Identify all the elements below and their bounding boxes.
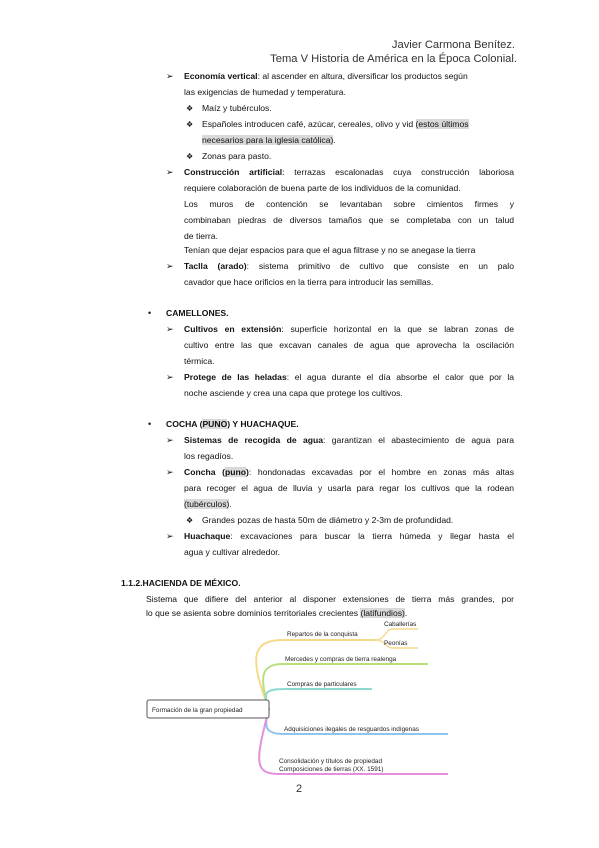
header-subject: Tema V Historia de América en la Época Colonial. (270, 53, 517, 65)
arrow-bullet-icon: ➢ (166, 372, 174, 382)
page-number: 2 (296, 783, 303, 795)
economia-sub-1: Maíz y tubérculos. (202, 103, 272, 113)
construccion-line-6: Tenían que dejar espacios para que el agua filtrase y no se anegase la tierra (184, 245, 476, 255)
arrow-bullet-icon: ➢ (166, 261, 174, 271)
concha-line-3: (tubérculos). (184, 499, 232, 509)
diamond-bullet-icon: ❖ (186, 152, 194, 161)
concha-sub: Grandes pozas de hasta 50m de diámetro y 2-3m de profundidad. (202, 515, 454, 525)
sistemas-line-2: los regadíos. (184, 451, 234, 461)
arrow-bullet-icon: ➢ (166, 167, 174, 177)
camellones-title: CAMELLONES. (166, 308, 229, 318)
taclla-line-1: Taclla (arado): sistema primitivo de cultivo que consiste en un palo (184, 261, 514, 271)
branch-label-5b: Composiciones de tierras (XX. 1591) (279, 766, 384, 773)
branch-label-3: Compras de particulares (287, 681, 357, 688)
protege-line-2: noche asciende y crea una capa que protege los cultivos. (184, 388, 403, 398)
sistemas-line-1: Sistemas de recogida de agua: garantizan el abastecimiento de agua para (184, 435, 514, 445)
round-bullet-icon: • (148, 419, 152, 429)
construccion-line-4: combinaban piedras de diversos tamaños que se completaba con un talud (184, 215, 514, 225)
root-node-label: Formación de la gran propiedad (152, 707, 243, 714)
economia-line-2: las exigencias de humedad y temperatura. (184, 87, 346, 97)
huachaque-line-1: Huachaque: excavaciones para buscar la tierra húmeda y llegar hasta el (184, 531, 514, 541)
branch-label-5a: Consolidación y títulos de propiedad (279, 758, 383, 765)
huachaque-line-2: agua y cultivar alrededor. (184, 547, 281, 557)
construccion-line-3: Los muros de contención se levantaban sobre cimientos firmes y (184, 199, 514, 209)
diamond-bullet-icon: ❖ (186, 104, 194, 113)
economia-sub-2-cont: necesarios para la iglesia católica). (202, 135, 336, 145)
branch-label-1: Repartos de la conquista (287, 631, 358, 638)
arrow-bullet-icon: ➢ (166, 435, 174, 445)
arrow-bullet-icon: ➢ (166, 324, 174, 334)
concha-line-1: Concha (puno): hondonadas excavadas por el hombre en zonas más altas (184, 467, 515, 477)
round-bullet-icon: • (148, 308, 152, 318)
construccion-line-1: Construcción artificial: terrazas escalonadas cuya construcción laboriosa (184, 167, 514, 177)
arrow-bullet-icon: ➢ (166, 531, 174, 541)
construccion-line-2: requiere colaboración de buena parte de los individuos de la comunidad. (184, 183, 461, 193)
cultivos-line-3: térmica. (184, 356, 215, 366)
cultivos-line-2: cultivo entre las que excavan canales de agua que aprovecha la oscilación (184, 340, 514, 350)
branch-label-2: Mercedes y compras de tierra realenga (285, 656, 397, 663)
arrow-bullet-icon: ➢ (166, 467, 174, 477)
sub-branch-line-1 (376, 629, 418, 640)
concha-line-2: para recoger el agua de lluvia y usarla para regar los cultivos que la rodean (184, 483, 514, 493)
protege-line-1: Protege de las heladas: el agua durante el día absorbe el calor que por la (184, 372, 515, 382)
economia-sub-2: Españoles introducen café, azúcar, cereales, olivo y vid (estos últimos (202, 119, 469, 129)
hacienda-line-1: Sistema que difiere del anterior al disponer extensiones de tierra más grandes, por (146, 594, 514, 604)
branch-line-1 (256, 640, 376, 709)
branch-label-4: Adquisiciones ilegales de resguardos indígenas (284, 726, 420, 733)
sub-branch-label-2: Peonías (384, 640, 408, 647)
diamond-bullet-icon: ❖ (186, 120, 194, 129)
taclla-line-2: cavador que hace orificios en la tierra para introducir las semillas. (184, 277, 434, 287)
cultivos-line-1: Cultivos en extensión: superficie horizontal en la que se labran zonas de (184, 324, 514, 334)
arrow-bullet-icon: ➢ (166, 71, 174, 81)
section-heading: 1.1.2.HACIENDA DE MÉXICO. (121, 578, 241, 588)
cocha-title: COCHA (PUNO) Y HUACHAQUE. (166, 419, 299, 429)
header-author: Javier Carmona Benítez. (391, 39, 515, 51)
hacienda-line-2: lo que se asienta sobre dominios territoriales crecientes (latifundios). (146, 608, 408, 618)
sub-branch-label-1: Caballerías (384, 621, 417, 628)
construccion-line-5: de tierra. (184, 231, 218, 241)
branch-line-3 (266, 689, 372, 709)
economia-line-1: Economía vertical: al ascender en altura, diversificar los productos según (184, 71, 468, 81)
diamond-bullet-icon: ❖ (186, 516, 194, 525)
economia-sub-3: Zonas para pasto. (202, 151, 272, 161)
